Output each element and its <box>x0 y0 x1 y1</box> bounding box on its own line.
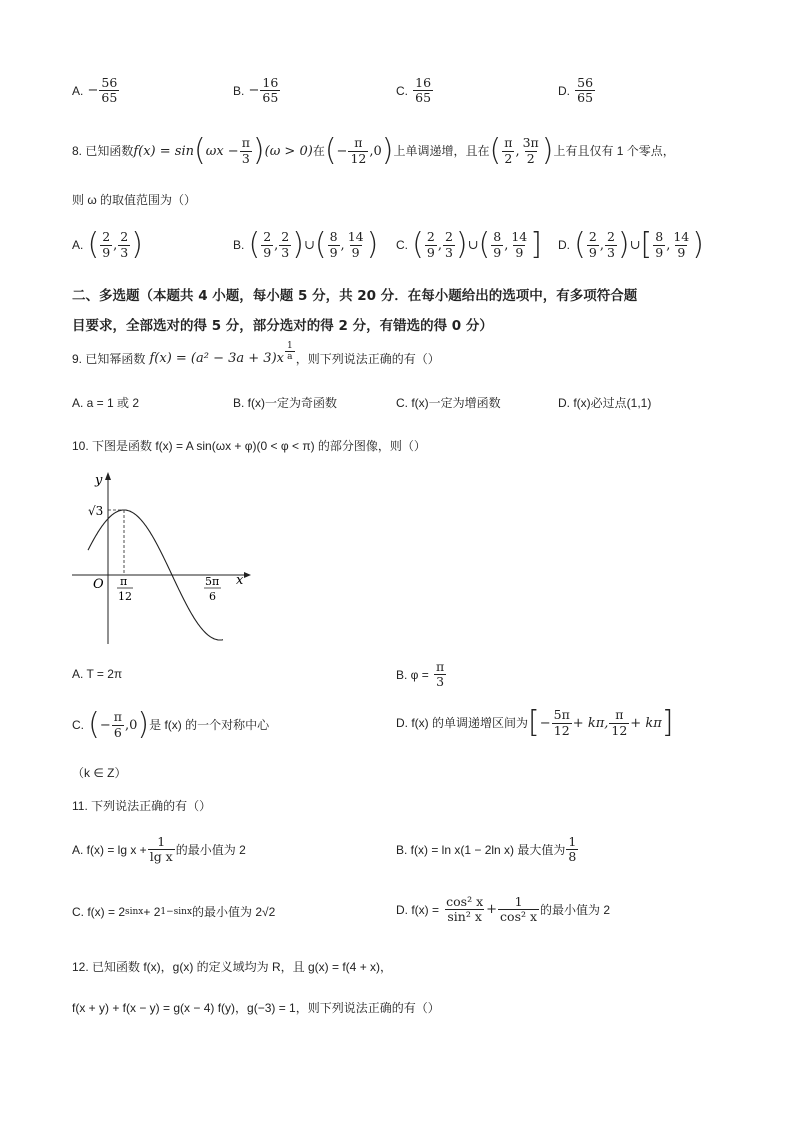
q10-kz: （k ∈ Z） <box>72 766 127 780</box>
q9-option-b: B. f(x)一定为奇函数 <box>233 396 337 410</box>
q7-option-a: A. − $\frac{56}{65}$ <box>72 75 118 106</box>
origin-label: O <box>93 577 104 592</box>
q10-option-c: C. ( − $\frac{\pi}{6}$ ,0 ) 是 f(x) 的一个对称中心 <box>72 707 270 742</box>
q8-option-c: C. ( $\frac{2}{9}$ , $\frac{2}{3}$ ) ∪ ( $\frac{8}{9}$ , $\frac{14}{9}$ ] <box>396 227 542 262</box>
q11-option-b: B. f(x) = ln x(1 − 2ln x) 最大值为 $\frac{1}{8}$ <box>396 834 577 865</box>
tick-pi-12-num: π <box>120 575 128 588</box>
x-axis-arrow <box>244 572 251 578</box>
tick-5pi-6-den: 6 <box>209 590 216 603</box>
q10-option-b: B. φ = $\frac{\pi}{3}$ <box>396 659 445 690</box>
q7-option-c: C. $\frac{16}{65}$ <box>396 75 432 106</box>
sine-graph <box>66 466 256 652</box>
tick-pi-12-den: 12 <box>118 590 132 603</box>
q7-option-d: D. $\frac{56}{65}$ <box>558 75 594 106</box>
q11-stem: 11. 下列说法正确的有（） <box>72 799 212 813</box>
q8-line2: 则 ω 的取值范围为（） <box>72 193 197 207</box>
y-axis-arrow <box>105 472 111 480</box>
x-axis-label: x <box>236 573 244 588</box>
q9-option-a: A. a = 1 或 2 <box>72 396 140 410</box>
fraction: $\frac{56}{65}$ <box>101 75 118 106</box>
q8-option-a: A. ( $\frac{2}{9}$ , $\frac{2}{3}$ ) <box>72 227 143 262</box>
tick-5pi-6-num: 5π <box>205 575 220 588</box>
q10-stem: 10. 下图是函数 f(x) = A sin(ωx + φ)(0 < φ < π) 的部分图像，则（） <box>72 439 426 453</box>
fraction: $\frac{16}{65}$ <box>415 75 432 106</box>
q8-stem: 8. 已知函数 f(x) = sin ( ωx − $\frac{\pi}{3}$ ) (ω > 0) 在 ( − $\frac{\pi}{12}$ ,0 ) 上单调递增，且在 ( $\frac{\pi}{2}$ , $\frac{3\pi}{2}$ ) 上有且仅有 1 个零点， <box>72 133 675 168</box>
q10-option-d: D. f(x) 的单调递增区间为 [ − $\frac{5\pi}{12}$ + kπ, $\frac{\pi}{12}$ + kπ ] <box>396 705 674 740</box>
q11-option-c: C. f(x) = 2 sinx + 2 1−sinx 的最小值为 2√2 <box>72 905 276 919</box>
fraction: $\frac{56}{65}$ <box>577 75 594 106</box>
section-heading: 二、多选题（本题共 4 小题，每小题 5 分，共 20 分．在每小题给出的选项中，有多项符合题 <box>72 288 638 304</box>
q12-line1: 12. 已知函数 f(x)，g(x) 的定义域均为 R，且 g(x) = f(4 + x)， <box>72 960 393 974</box>
fraction: $\frac{16}{65}$ <box>262 75 279 106</box>
sqrt3-label: √3 <box>88 504 104 518</box>
q11-option-d: D. f(x) = $\frac{\text{cos² x}}{\text{sin² x}}$ + $\frac{1}{\text{cos² x}}$ 的最小值为 2 <box>396 894 611 925</box>
q12-line2: f(x + y) + f(x − y) = g(x − 4) f(y)，g(−3) = 1，则下列说法正确的有（） <box>72 1001 440 1015</box>
q9-option-c: C. f(x)一定为增函数 <box>396 396 501 410</box>
q10-option-a: A. T = 2π <box>72 667 123 681</box>
q9-option-d: D. f(x)必过点(1,1) <box>558 396 652 410</box>
q8-option-b: B. ( $\frac{2}{9}$ , $\frac{2}{3}$ ) ∪ ( $\frac{8}{9}$ , $\frac{14}{9}$ ) <box>233 227 379 262</box>
q8-option-d: D. ( $\frac{2}{9}$ , $\frac{2}{3}$ ) ∪ [ $\frac{8}{9}$ , $\frac{14}{9}$ ) <box>558 227 704 262</box>
q7-option-b: B. − $\frac{16}{65}$ <box>233 75 279 106</box>
section-heading-line2: 目要求，全部选对的得 5 分，部分选对的得 2 分，有错选的得 0 分） <box>72 318 493 334</box>
q11-option-a: A. f(x) = lg x + $\frac{1}{\text{lg x}}$ 的最小值为 2 <box>72 834 246 865</box>
q9-stem: 9. 已知幂函数 f(x) = (a² − 3a + 3)x $\frac{1}{a}$ ，则下列说法正确的有（） <box>72 340 440 366</box>
y-axis-label: y <box>95 473 103 488</box>
